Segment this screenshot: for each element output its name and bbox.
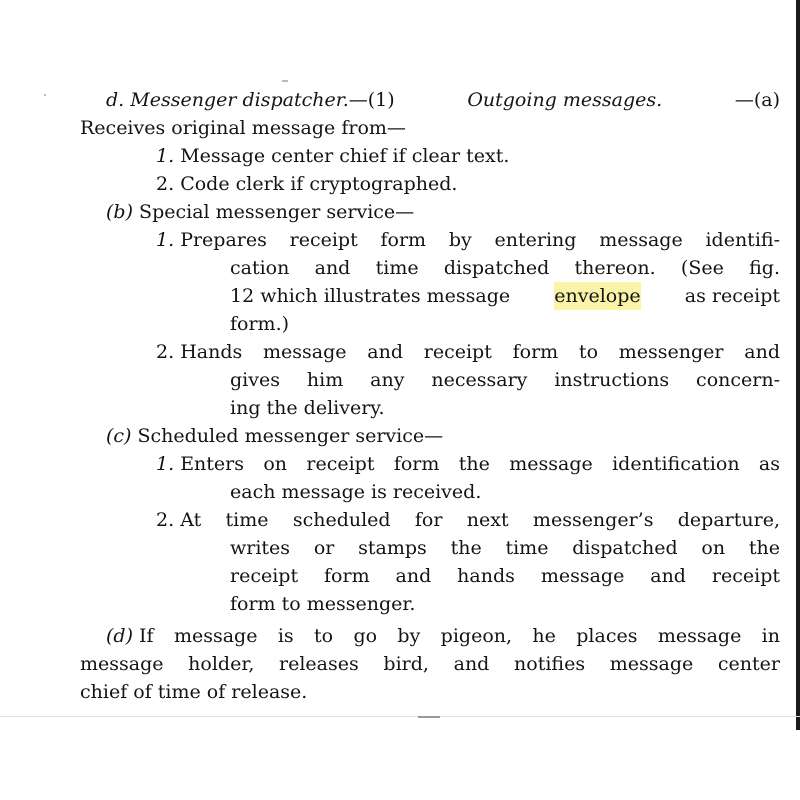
list-item-a1 [156, 142, 509, 170]
list-number: 2. [156, 509, 175, 531]
subsection-b-heading [106, 198, 414, 226]
list-item-b1-line4: form.) [230, 313, 290, 335]
list-number: 2. [156, 173, 175, 195]
list-item-c2-line4: form to messenger. [230, 593, 416, 615]
list-item-b1-line3 [230, 282, 780, 310]
scan-speck [44, 94, 46, 96]
list-text: Prepares receipt form by entering message identifi- [180, 229, 780, 251]
subsection-title: Special messenger service— [139, 201, 415, 223]
list-number: 1. [156, 453, 175, 475]
list-text: Code clerk if cryptographed. [180, 173, 458, 195]
paragraph-d-line3: chief of time of release. [80, 681, 308, 703]
list-text: Enters on receipt form the message identification as [180, 453, 780, 475]
list-item-a2 [156, 170, 457, 198]
paragraph-d-line1 [106, 622, 780, 650]
subsection-title: Scheduled messenger service— [137, 425, 444, 447]
heading-dash-1: —(1) [348, 89, 395, 111]
list-item-c2-line3: receipt form and hands message and receipt [230, 565, 780, 587]
list-text: 12 which illustrates message [230, 285, 511, 307]
scan-speck [418, 716, 440, 718]
list-number: 2. [156, 341, 175, 363]
heading-line [106, 86, 780, 114]
list-number: 1. [156, 229, 175, 251]
scan-speck [282, 80, 288, 82]
list-number: 1. [156, 145, 175, 167]
list-item-b1-line1 [156, 226, 780, 254]
list-item-b1-line2: cation and time dispatched thereon. (See fig. [230, 257, 780, 279]
list-item-c2-line1 [156, 506, 780, 534]
list-text: Hands message and receipt form to messenger and [180, 341, 780, 363]
heading-label: d. [106, 89, 125, 111]
heading-dash-2: —(a) [734, 89, 780, 111]
list-item-c1-line1 [156, 450, 780, 478]
paragraph-text: If message is to go by pigeon, he places message in [139, 625, 780, 647]
list-text: as receipt [684, 285, 780, 307]
subsection-c-heading [106, 422, 443, 450]
list-text: Message center chief if clear text. [180, 145, 510, 167]
list-item-b2-line1 [156, 338, 780, 366]
list-item-b2-line2: gives him any necessary instructions concern- [230, 369, 780, 391]
list-item-c2-line2: writes or stamps the time dispatched on the [230, 537, 780, 559]
list-item-c1-line2: each message is received. [230, 481, 482, 503]
highlighted-word: envelope [554, 282, 640, 310]
page-bottom-edge [0, 716, 800, 717]
paragraph-a-continuation: Receives original message from— [80, 117, 406, 139]
list-item-b2-line3: ing the delivery. [230, 397, 385, 419]
page-edge-shadow [796, 0, 800, 730]
heading-subtitle: Outgoing messages. [467, 89, 663, 111]
paragraph-d-line2: message holder, releases bird, and notifies message center [80, 653, 780, 675]
subsection-label: (c) [106, 425, 132, 447]
list-text: At time scheduled for next messenger’s departure, [180, 509, 780, 531]
heading-title: Messenger dispatcher. [130, 89, 349, 111]
paragraph-label: (d) [106, 625, 133, 647]
subsection-label: (b) [106, 201, 133, 223]
